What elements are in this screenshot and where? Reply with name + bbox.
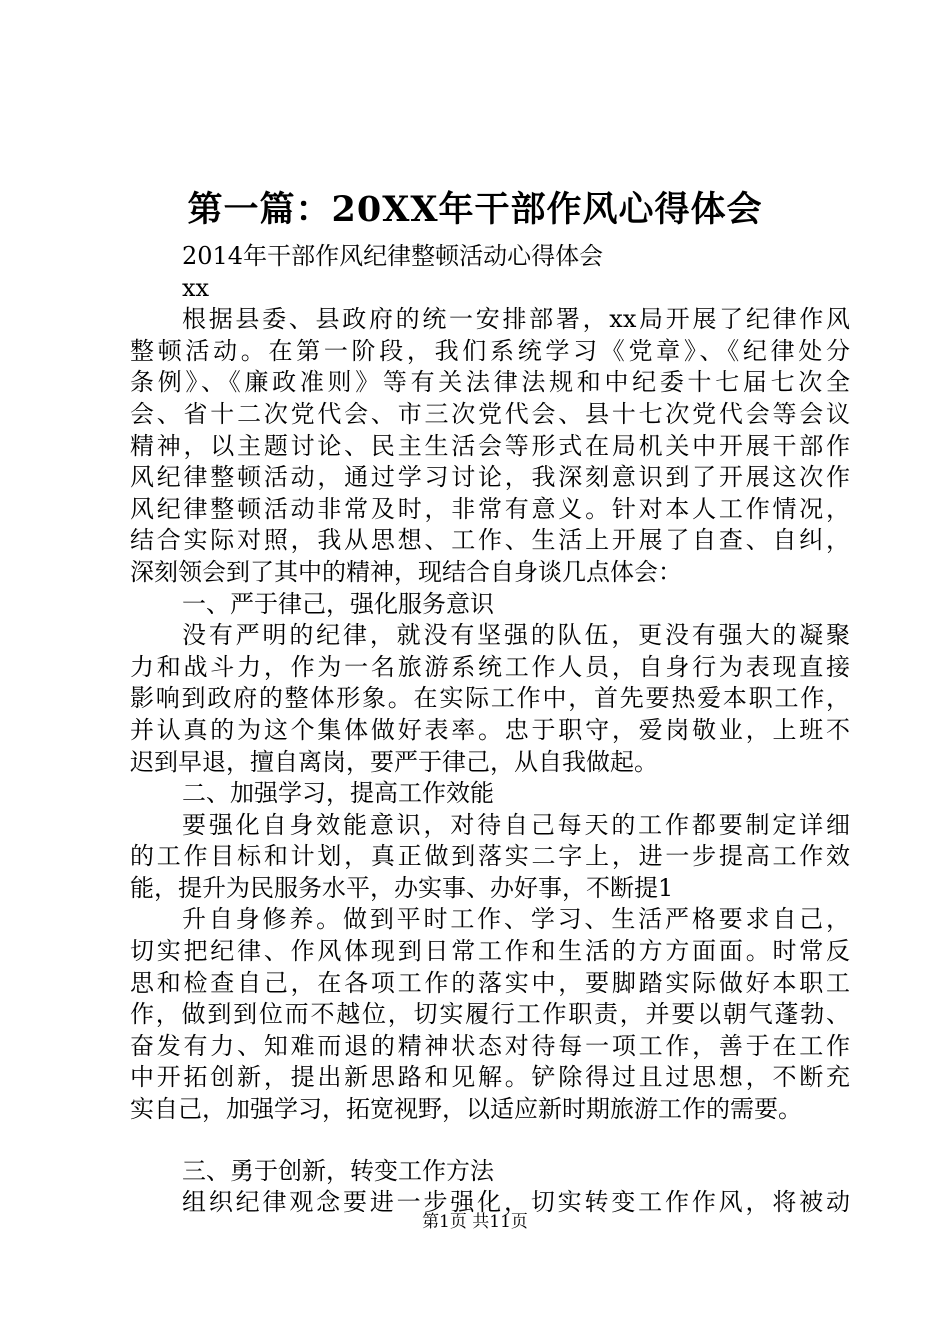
paragraph-line: 条例》、《廉政准则》等有关法律法规和中纪委十七届七次全 [130, 368, 850, 397]
section-heading: 二、加强学习，提高工作效能 [182, 779, 494, 808]
paragraph-line: 实自己，加强学习，拓宽视野，以适应新时期旅游工作的需要。 [130, 1095, 802, 1124]
paragraph-line: 结合实际对照，我从思想、工作、生活上开展了自查、自纠， [130, 526, 850, 555]
paragraph-line: 思和检查自己，在各项工作的落实中，要脚踏实际做好本职工 [130, 968, 850, 997]
paragraph-line: 的工作目标和计划，真正做到落实二字上，进一步提高工作效 [130, 842, 850, 871]
author: xx [182, 273, 210, 302]
page-number-footer: 第1页 共11页 [422, 1212, 528, 1232]
paragraph-line: 能，提升为民服务水平，办实事、办好事，不断提1 [130, 873, 674, 902]
paragraph-line: 切实把纪律、作风体现到日常工作和生活的方方面面。时常反 [130, 937, 850, 966]
paragraph-line: 力和战斗力，作为一名旅游系统工作人员，自身行为表现直接 [130, 652, 850, 681]
paragraph-line: 组织纪律观念要进一步强化，切实转变工作作风，将被动 [182, 1188, 850, 1217]
paragraph-line: 影响到政府的整体形象。在实际工作中，首先要热爱本职工作， [130, 684, 850, 713]
paragraph-line: 风纪律整顿活动，通过学习讨论，我深刻意识到了开展这次作 [130, 463, 850, 492]
paragraph-line: 精神，以主题讨论、民主生活会等形式在局机关中开展干部作 [130, 431, 850, 460]
paragraph-line: 作，做到到位而不越位，切实履行工作职责，并要以朝气蓬勃、 [130, 1000, 850, 1029]
section-heading: 一、严于律己，强化服务意识 [182, 589, 494, 618]
paragraph-line: 会、省十二次党代会、市三次党代会、县十七次党代会等会议 [130, 399, 850, 428]
paragraph-line: 要强化自身效能意识，对待自己每天的工作都要制定详细 [182, 810, 850, 839]
paragraph-line: 没有严明的纪律，就没有坚强的队伍，更没有强大的凝聚 [182, 621, 850, 650]
paragraph-line: 中开拓创新，提出新思路和见解。铲除得过且过思想，不断充 [130, 1063, 850, 1092]
paragraph-line: 奋发有力、知难而退的精神状态对待每一项工作，善于在工作 [130, 1031, 850, 1060]
paragraph-line: 整顿活动。在第一阶段，我们系统学习《党章》、《纪律处分 [130, 336, 850, 365]
paragraph-line: 升自身修养。做到平时工作、学习、生活严格要求自己， [182, 905, 850, 934]
paragraph-line: 并认真的为这个集体做好表率。忠于职守，爱岗敬业，上班不 [130, 715, 850, 744]
paragraph-line: 深刻领会到了其中的精神，现结合自身谈几点体会： [130, 557, 682, 586]
page-title: 第一篇：20XX年干部作风心得体会 [187, 189, 763, 230]
paragraph-line: 根据县委、县政府的统一安排部署，xx局开展了纪律作风 [182, 305, 850, 334]
paragraph-line: 风纪律整顿活动非常及时，非常有意义。针对本人工作情况， [130, 494, 850, 523]
paragraph-line: 迟到早退，擅自离岗，要严于律己，从自我做起。 [130, 747, 658, 776]
paragraph-spacer [130, 1126, 850, 1156]
section-heading: 三、勇于创新，转变工作方法 [182, 1156, 494, 1185]
subtitle: 2014年干部作风纪律整顿活动心得体会 [182, 242, 604, 270]
document-body [130, 207, 850, 1219]
